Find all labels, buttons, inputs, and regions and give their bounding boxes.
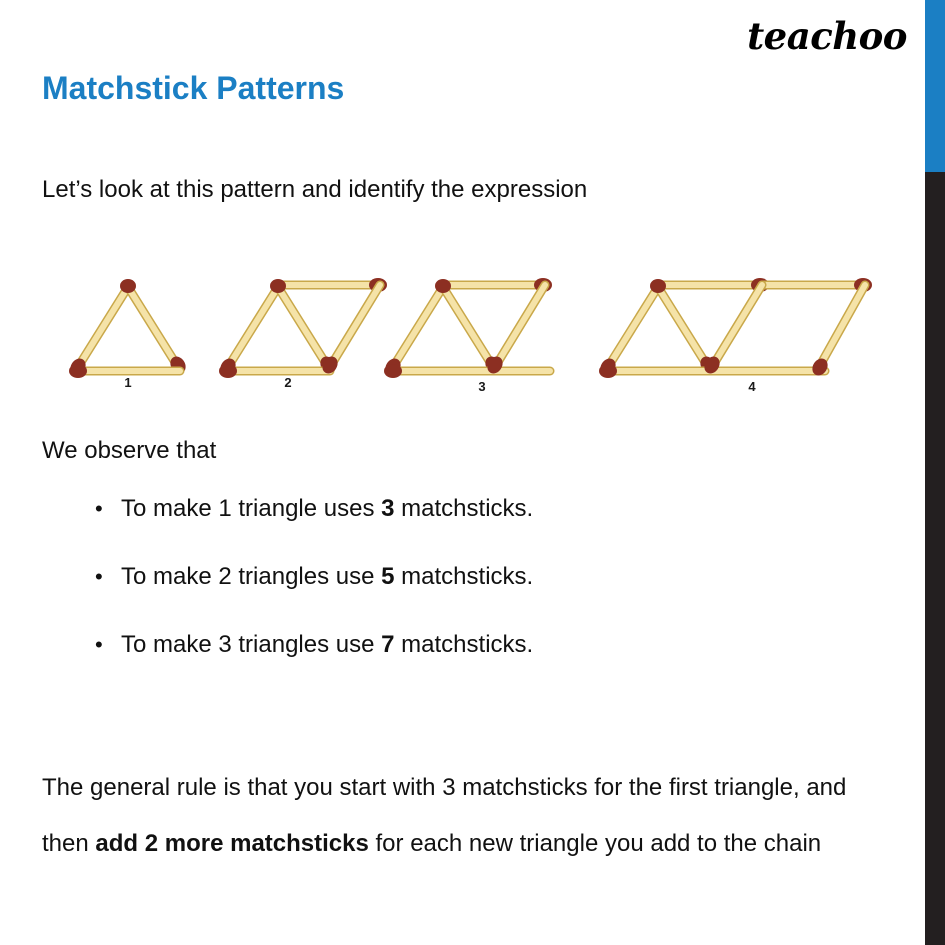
list-item-text-after: matchsticks. — [394, 495, 534, 522]
teachoo-logo: teachoo — [747, 14, 907, 58]
list-item-text — [121, 631, 533, 659]
right-edge-blue-bar — [925, 0, 945, 172]
list-item — [95, 631, 875, 659]
bullet-icon: • — [95, 496, 103, 521]
right-edge-dark-bar — [925, 172, 945, 945]
general-rule-emphasis: add 2 more matchsticks — [95, 830, 369, 857]
list-item — [95, 495, 875, 523]
list-item-text-before: To make 2 triangles use — [121, 563, 382, 590]
list-item-count: 5 — [381, 563, 395, 590]
general-rule-text — [42, 760, 897, 872]
list-item-text-before: To make 1 triangle uses — [121, 495, 382, 522]
bullet-icon: • — [95, 632, 103, 657]
bullet-icon: • — [95, 564, 103, 589]
figure-caption-4: 4 — [748, 379, 756, 394]
list-item-text-after: matchsticks. — [394, 563, 534, 590]
list-item-text-after: matchsticks. — [394, 631, 534, 658]
matchstick-group-1 — [67, 279, 188, 378]
general-rule-part2: for each new triangle you add to the chain — [368, 830, 822, 857]
matchstick-group-2 — [217, 278, 387, 378]
matchstick-group-3 — [382, 278, 552, 378]
matchstick-pattern-figure — [50, 255, 900, 405]
list-item-text-before: To make 3 triangles use — [121, 631, 382, 658]
general-rule-part1: The general rule is that you start with 3 matchsticks for the first triangle, and then — [42, 774, 847, 857]
list-item — [95, 563, 875, 591]
figure-caption-3: 3 — [478, 379, 486, 394]
matchstick-group-4 — [597, 278, 872, 378]
observation-list — [95, 495, 875, 699]
figure-caption-2: 2 — [284, 375, 292, 390]
intro-text: Let’s look at this pattern and identify the expression — [42, 176, 588, 203]
list-item-count: 7 — [381, 631, 395, 658]
observe-heading: We observe that — [42, 437, 217, 464]
list-item-count: 3 — [381, 495, 395, 522]
figure-caption-1: 1 — [124, 375, 132, 390]
list-item-text — [121, 495, 533, 523]
list-item-text — [121, 563, 533, 591]
page-title: Matchstick Patterns — [42, 70, 345, 106]
